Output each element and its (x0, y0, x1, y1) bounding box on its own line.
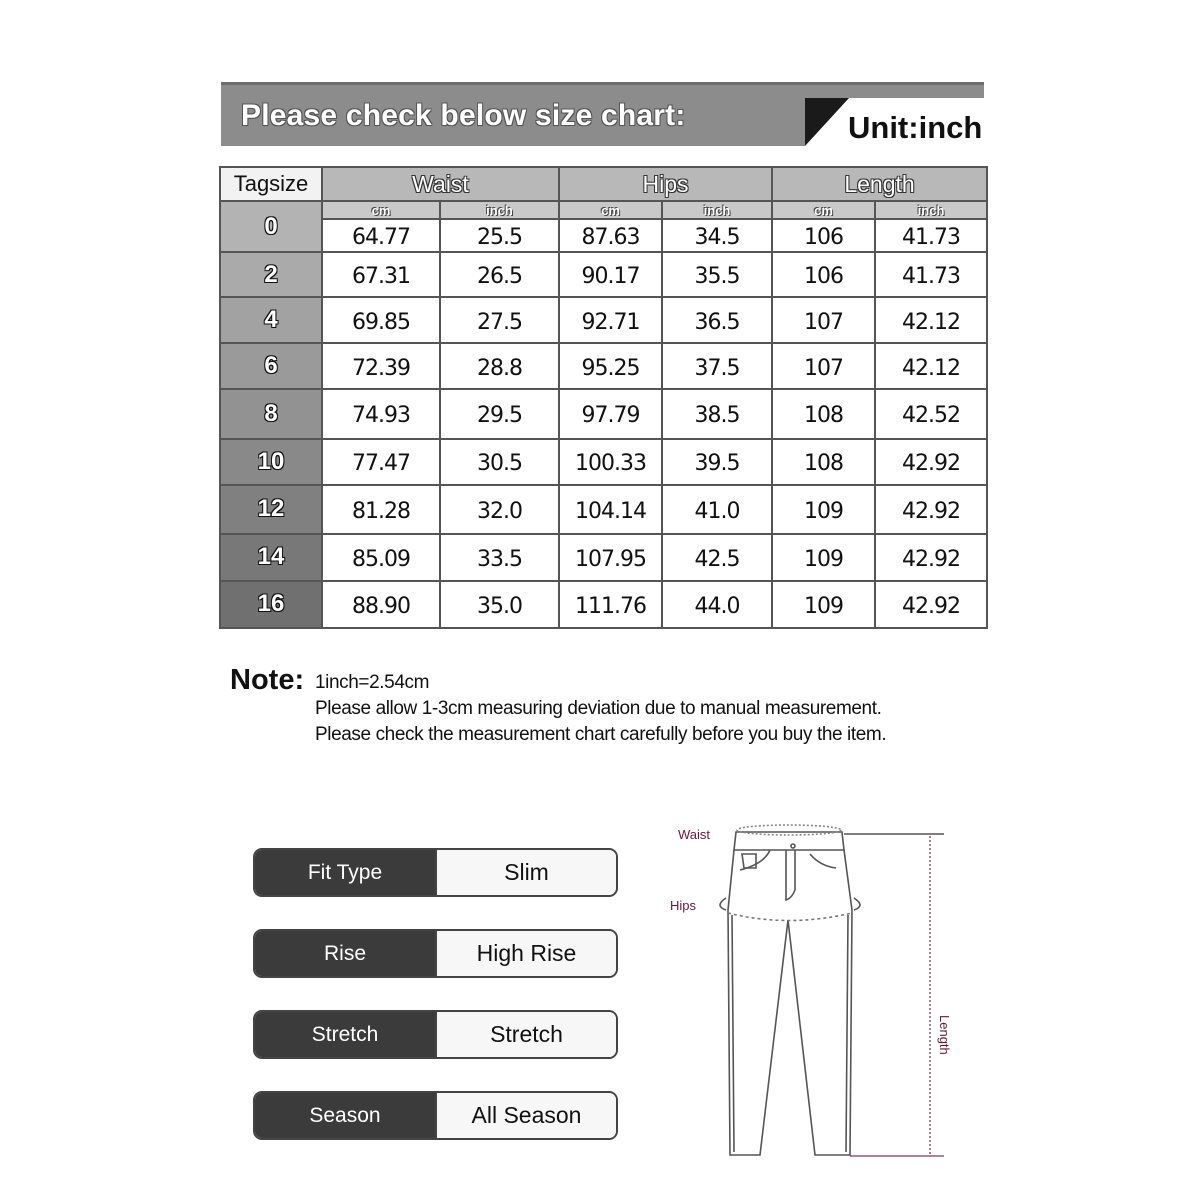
table-cell: 87.63 (559, 219, 662, 252)
length-header: Length (772, 167, 987, 201)
pants-outline-icon (660, 810, 960, 1190)
attribute-value: Slim (435, 850, 616, 895)
tagsize-header: Tagsize (220, 167, 322, 201)
table-cell: 28.8 (440, 343, 559, 389)
table-row (220, 252, 987, 297)
note-line-deviation: Please allow 1-3cm measuring deviation due to manual measurement. (315, 698, 882, 719)
table-cell: 27.5 (440, 297, 559, 343)
table-cell: 42.12 (875, 343, 987, 389)
table-cell: 30.5 (440, 439, 559, 485)
table-cell: 81.28 (322, 485, 440, 534)
table-cell: 35.5 (662, 252, 772, 297)
attribute-season (253, 1091, 618, 1140)
tagsize-cell: 12 (220, 485, 322, 534)
table-cell: 42.12 (875, 297, 987, 343)
corner-triangle-icon (805, 98, 849, 146)
table-row (220, 343, 987, 389)
attribute-fit-type (253, 848, 618, 897)
table-cell: 106 (772, 219, 875, 252)
table-cell: 104.14 (559, 485, 662, 534)
table-cell: 67.31 (322, 252, 440, 297)
unit-label: Unit:inch (848, 110, 983, 145)
table-row (220, 439, 987, 485)
table-cell: 32.0 (440, 485, 559, 534)
table-cell: 97.79 (559, 389, 662, 438)
table-cell: 39.5 (662, 439, 772, 485)
attribute-rise (253, 929, 618, 978)
tagsize-cell: 10 (220, 439, 322, 485)
table-cell: 74.93 (322, 389, 440, 438)
table-cell: 88.90 (322, 581, 440, 628)
attribute-value: Stretch (435, 1012, 616, 1057)
note-label: Note: (230, 664, 305, 696)
tagsize-cell: 2 (220, 252, 322, 297)
unit-header-cm: cm (559, 201, 662, 219)
tagsize-cell: 16 (220, 581, 322, 628)
table-cell: 109 (772, 485, 875, 534)
table-row (220, 534, 987, 581)
table-cell: 36.5 (662, 297, 772, 343)
unit-header-inch: inch (875, 201, 987, 219)
table-cell: 37.5 (662, 343, 772, 389)
attribute-value: High Rise (435, 931, 616, 976)
table-cell: 44.0 (662, 581, 772, 628)
banner-title: Please check below size chart: (241, 99, 686, 132)
table-cell: 38.5 (662, 389, 772, 438)
table-cell: 42.92 (875, 439, 987, 485)
table-cell: 95.25 (559, 343, 662, 389)
table-cell: 42.52 (875, 389, 987, 438)
unit-header-cm: cm (322, 201, 440, 219)
table-row (220, 389, 987, 438)
attribute-key: Fit Type (255, 850, 435, 895)
table-cell: 92.71 (559, 297, 662, 343)
tagsize-cell: 14 (220, 534, 322, 581)
table-row (220, 297, 987, 343)
note-line-conversion: 1inch=2.54cm (315, 672, 430, 693)
group-header-row (220, 167, 987, 201)
unit-header-inch: inch (662, 201, 772, 219)
attribute-key: Season (255, 1093, 435, 1138)
hips-header: Hips (559, 167, 772, 201)
unit-header-inch: inch (440, 201, 559, 219)
table-cell: 42.5 (662, 534, 772, 581)
table-cell: 108 (772, 439, 875, 485)
table-row (220, 581, 987, 628)
unit-header-row (220, 201, 987, 219)
table-cell: 77.47 (322, 439, 440, 485)
table-cell: 42.92 (875, 485, 987, 534)
tagsize-cell: 0 (220, 201, 322, 252)
length-label: Length (937, 1015, 952, 1055)
table-cell: 42.92 (875, 581, 987, 628)
pants-measurement-diagram (660, 810, 960, 1190)
table-row (220, 485, 987, 534)
table-cell: 25.5 (440, 219, 559, 252)
table-cell: 108 (772, 389, 875, 438)
tagsize-cell: 8 (220, 389, 322, 438)
table-cell: 26.5 (440, 252, 559, 297)
waist-label: Waist (678, 827, 711, 842)
table-row (220, 219, 987, 252)
table-cell: 41.73 (875, 252, 987, 297)
table-cell: 109 (772, 581, 875, 628)
attribute-stretch (253, 1010, 618, 1059)
size-chart-table (219, 166, 988, 629)
table-cell: 106 (772, 252, 875, 297)
table-cell: 42.92 (875, 534, 987, 581)
note-line-check: Please check the measurement chart carefully before you buy the item. (315, 724, 887, 745)
attribute-key: Rise (255, 931, 435, 976)
table-cell: 41.73 (875, 219, 987, 252)
attribute-key: Stretch (255, 1012, 435, 1057)
table-cell: 85.09 (322, 534, 440, 581)
table-cell: 41.0 (662, 485, 772, 534)
table-cell: 35.0 (440, 581, 559, 628)
table-cell: 64.77 (322, 219, 440, 252)
tagsize-cell: 6 (220, 343, 322, 389)
table-cell: 107 (772, 297, 875, 343)
table-cell: 111.76 (559, 581, 662, 628)
table-cell: 34.5 (662, 219, 772, 252)
tagsize-cell: 4 (220, 297, 322, 343)
table-cell: 90.17 (559, 252, 662, 297)
table-cell: 109 (772, 534, 875, 581)
attribute-value: All Season (435, 1093, 616, 1138)
hips-label: Hips (670, 898, 697, 913)
waist-header: Waist (322, 167, 559, 201)
unit-header-cm: cm (772, 201, 875, 219)
table-cell: 72.39 (322, 343, 440, 389)
table-cell: 33.5 (440, 534, 559, 581)
table-cell: 107 (772, 343, 875, 389)
table-cell: 69.85 (322, 297, 440, 343)
table-cell: 29.5 (440, 389, 559, 438)
table-cell: 100.33 (559, 439, 662, 485)
table-cell: 107.95 (559, 534, 662, 581)
